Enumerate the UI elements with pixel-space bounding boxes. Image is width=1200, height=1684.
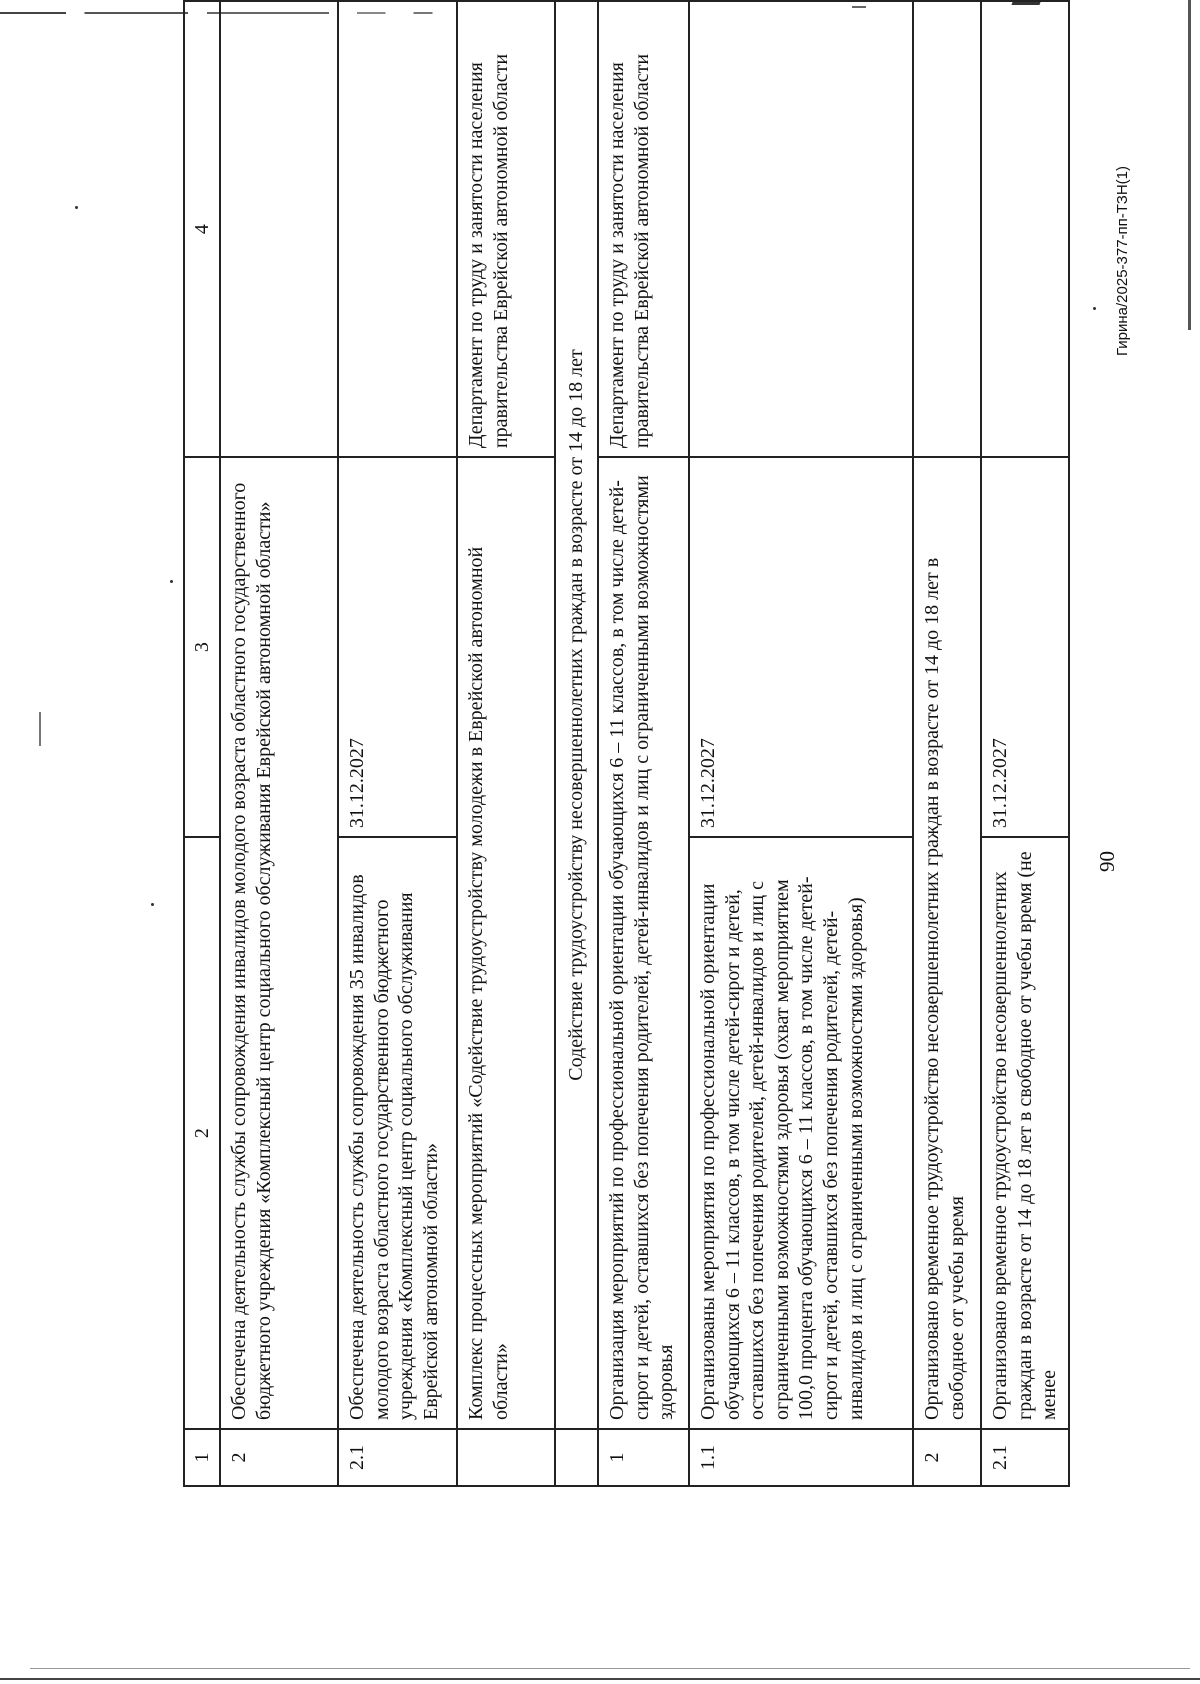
row-text: Обеспечена деятельность службы сопровождения инвалидов молодого возраста областного государственного бюджетного учреждения «Комплексный центр социального обслуживания Еврейской автономной области» [220,457,338,1429]
row-text: Комплекс процессных мероприятий «Содействие трудоустройству молодежи в Еврейской автономной области» [457,457,555,1429]
page-number: 90 [1095,851,1119,872]
table-header-row [184,1,220,1486]
row-number: 2.1 [981,1429,1069,1486]
footer-document-code: Гирина/2025-377-пп-ТЗН(1) [1114,165,1131,356]
column-header: 1 [184,1429,220,1486]
row-date: 31.12.2027 [689,457,913,837]
row-text: Организация мероприятий по профессиональной ориентации обучающихся 6 – 11 классов, в том числе детей-сирот и детей, оставшихся без попечения родителей, детей-инвалидов и лиц с ограниченными возможностями здоровья [598,457,689,1429]
row-number: 2 [220,1429,338,1486]
row-number [457,1429,555,1486]
row-responsible [913,1,981,457]
row-number: 1.1 [689,1429,913,1486]
table-row [220,1,338,1486]
row-responsible [338,1,457,457]
row-text: Организованы мероприятия по профессиональной ориентации обучающихся 6 – 11 классов, в том числе детей-сирот и детей, оставшихся без попечения родителей, детей-инвалидов и лиц с ограниченными возможностями здоровья (охват мероприятием 100,0 процента обучающихся 6 – 11 классов, в том числе детей-сирот и детей, оставшихся без попечения родителей, детей-инвалидов и лиц с ограниченными возможностями здоровья) [689,837,913,1429]
row-responsible: Департамент по труду и занятости населения правительства Еврейской автономной области [598,1,689,457]
column-header: 2 [184,837,220,1429]
row-responsible [981,1,1069,457]
row-text: Обеспечена деятельность службы сопровождения 35 инвалидов молодого возраста областного государственного бюджетного учреждения «Комплексный центр социального обслуживания Еврейской автономной области» [338,837,457,1429]
section-title: Содействие трудоустройству несовершеннолетних граждан в возрасте от 14 до 18 лет [555,1,598,1429]
table-row [913,1,981,1486]
table-row [457,1,555,1486]
row-responsible [689,1,913,457]
row-number: 2.1 [338,1429,457,1486]
table-row [555,1,598,1486]
table-row [338,1,457,1486]
table-row [689,1,913,1486]
column-header: 4 [184,1,220,457]
table-row [598,1,689,1486]
row-date: 31.12.2027 [981,457,1069,837]
row-responsible: Департамент по труду и занятости населения правительства Еврейской автономной области [457,1,555,457]
row-number: 2 [913,1429,981,1486]
activities-table [183,0,1070,1487]
row-text: Организовано временное трудоустройство несовершеннолетних граждан в возрасте от 14 до 18 лет в свободное от учебы время [913,457,981,1429]
row-number [555,1429,598,1486]
row-text: Организовано временное трудоустройство несовершеннолетних граждан в возрасте от 14 до 18 лет в свободное от учебы время (не менее [981,837,1069,1429]
table-row [981,1,1069,1486]
row-responsible [220,1,338,457]
row-number: 1 [598,1429,689,1486]
column-header: 3 [184,457,220,837]
row-date: 31.12.2027 [338,457,457,837]
